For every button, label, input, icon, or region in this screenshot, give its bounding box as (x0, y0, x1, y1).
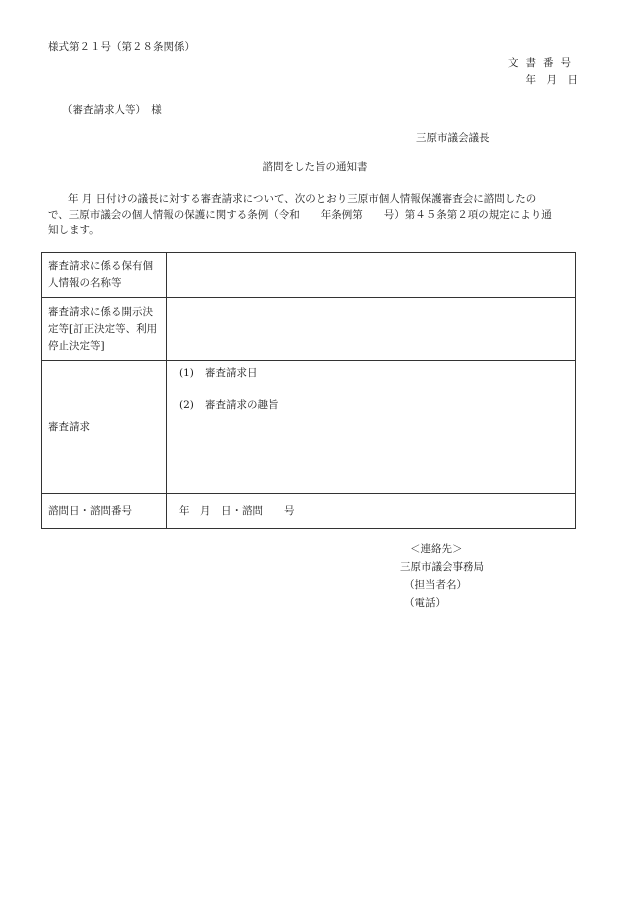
sender: 三原市議会議長 (416, 132, 490, 144)
table-row (42, 298, 576, 361)
body-text (48, 192, 582, 239)
contact-header: ＜連絡先＞ (410, 543, 463, 555)
request-item (179, 397, 569, 429)
information-table (41, 252, 576, 529)
row-value: 年 月 日・諮問 号 (167, 494, 576, 529)
document-title: 諮問をした旨の通知書 (262, 161, 368, 173)
request-details (167, 361, 576, 494)
addressee: （審査請求人等） 様 (62, 104, 162, 116)
table-row (42, 494, 576, 529)
contact-office: 三原市議会事務局 (400, 561, 484, 573)
row-value (167, 253, 576, 298)
document-date-label: 年 月 日 (525, 74, 578, 86)
table-row (42, 361, 576, 494)
item-text: 審査請求日 (205, 367, 258, 379)
form-number: 様式第２１号（第２８条関係） (48, 41, 195, 53)
contact-person: （担当者名） (404, 579, 467, 591)
body-line-2: で、三原市議会の個人情報の保護に関する条例（令和 年条例第 号）第４５条第２項の規定により通 (48, 208, 552, 221)
row-value (167, 298, 576, 361)
contact-phone: （電話） (404, 597, 446, 609)
table-row (42, 253, 576, 298)
row-label: 審査請求 (42, 361, 167, 494)
item-number: (2) (179, 399, 194, 411)
row-label: 審査請求に係る開示決定等[訂正決定等、利用停止決定等] (42, 298, 167, 361)
item-text: 審査請求の趣旨 (205, 399, 279, 411)
body-line-3: 知します。 (48, 224, 100, 236)
body-line-1: 年 月 日付けの議長に対する審査請求について、次のとおり三原市個人情報保護審査会に諮問したの (68, 193, 537, 205)
contact-block (400, 540, 484, 612)
request-item (179, 365, 569, 397)
item-number: (1) (179, 367, 194, 379)
row-label: 審査請求に係る保有個人情報の名称等 (42, 253, 167, 298)
row-label: 諮問日・諮問番号 (42, 494, 167, 529)
document-number-label: 文書番号 (508, 57, 578, 69)
